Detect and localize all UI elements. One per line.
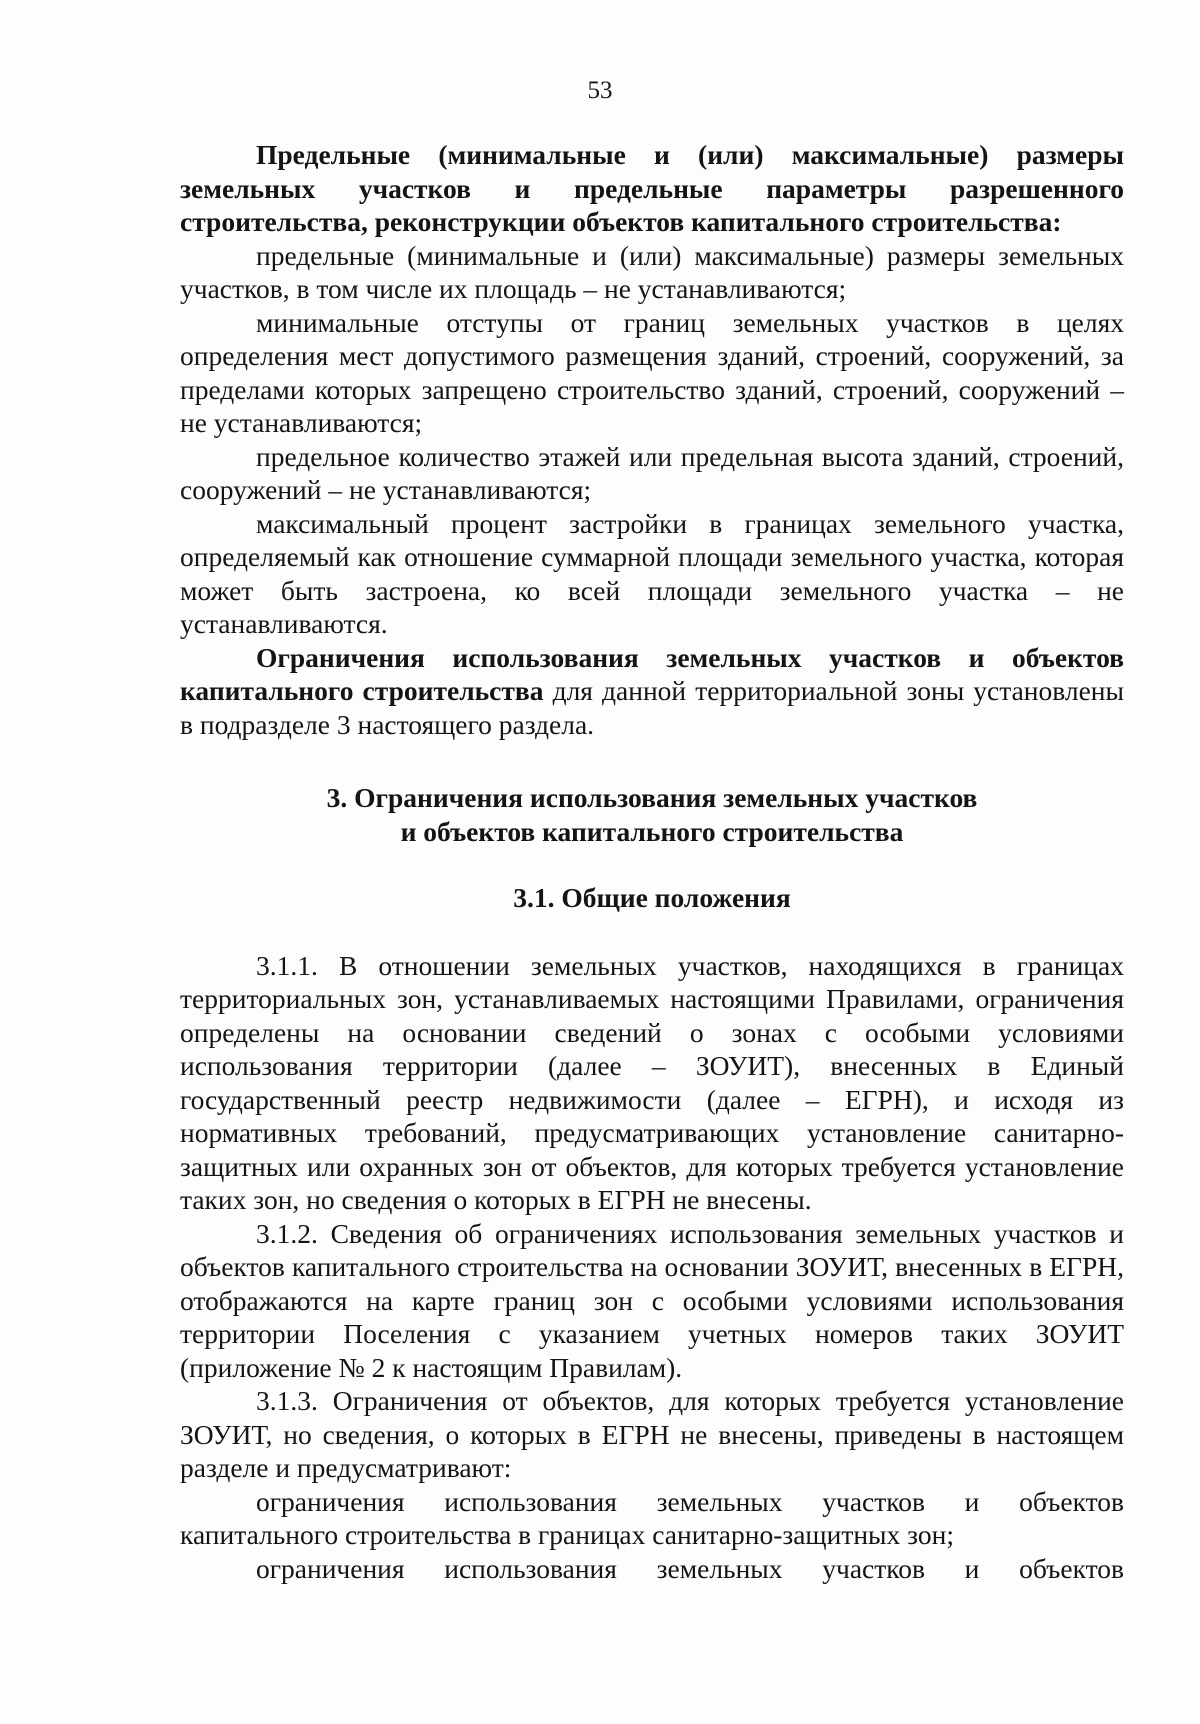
- section-3-title: [180, 781, 1124, 848]
- restrictions-bold-text: Ограничения использования земельных участков и объектов капитального строительства: [180, 641, 1124, 706]
- page-number: 53: [587, 77, 613, 104]
- parameters-heading: Предельные (минимальные и (или) максимальные) размеры земельных участков и предельные параметры разрешенного строительства, реконструкции объектов капитального строительства:: [180, 139, 1124, 237]
- section-3-1-title: 3.1. Общие положения: [513, 882, 791, 913]
- clause-3-1-3-item-continued: ограничения использования земельных участков и объектов: [256, 1552, 1124, 1584]
- parameter-item-setbacks: минимальные отступы от границ земельных участков в целях определения мест допустимого размещения зданий, строений, сооружений, за пределами которых запрещено строительство зданий, строений, сооружений – не устанавливаются;: [180, 306, 1124, 438]
- restrictions-paragraph: [180, 641, 1124, 742]
- parameter-item-floors: предельное количество этажей или предельная высота зданий, строений, сооружений – не устанавливаются;: [180, 440, 1124, 505]
- restrictions-rest-text: для данной территориальной зоны установлены в подразделе 3 настоящего раздела.: [180, 675, 1124, 740]
- parameter-item-coverage: максимальный процент застройки в границах земельного участка, определяемый как отношение суммарной площади земельного участка, которая может быть застроена, ко всей площади земельного участка – не устанавливаются.: [180, 507, 1124, 639]
- clause-3-1-1: 3.1.1. В отношении земельных участков, находящихся в границах территориальных зон, устанавливаемых настоящими Правилами, ограничения определены на основании сведений о зонах с особыми условиями использования территории (далее – ЗОУИТ), внесенных в Единый государственный реестр недвижимости (далее – ЕГРН), и исходя из нормативных требований, предусматривающих установление санитарно-защитных или охранных зон от объектов, для которых требуется установление таких зон, но сведения о которых в ЕГРН не внесены.: [180, 949, 1124, 1215]
- page-content: [180, 138, 1124, 1585]
- parameter-item-plot-size: предельные (минимальные и (или) максимальные) размеры земельных участков, в том числе их площадь – не устанавливаются;: [180, 239, 1124, 304]
- section-3-title-line-1: 3. Ограничения использования земельных участков: [326, 782, 978, 813]
- clause-3-1-3: 3.1.3. Ограничения от объектов, для которых требуется установление ЗОУИТ, но сведения, о которых в ЕГРН не внесены, приведены в настоящем разделе и предусматривают:: [180, 1385, 1124, 1483]
- section-3-title-line-2: и объектов капитального строительства: [400, 815, 904, 847]
- clause-3-1-2: 3.1.2. Сведения об ограничениях использования земельных участков и объектов капитального строительства на основании ЗОУИТ, внесенных в ЕГРН, отображаются на карте границ зон с особыми условиями использования территории Поселения с указанием учетных номеров таких ЗОУИТ (приложение № 2 к настоящим Правилам).: [180, 1217, 1124, 1383]
- clause-3-1-3-item-sanitary-zones: ограничения использования земельных участков и объектов капитального строительства в границах санитарно-защитных зон;: [180, 1485, 1124, 1550]
